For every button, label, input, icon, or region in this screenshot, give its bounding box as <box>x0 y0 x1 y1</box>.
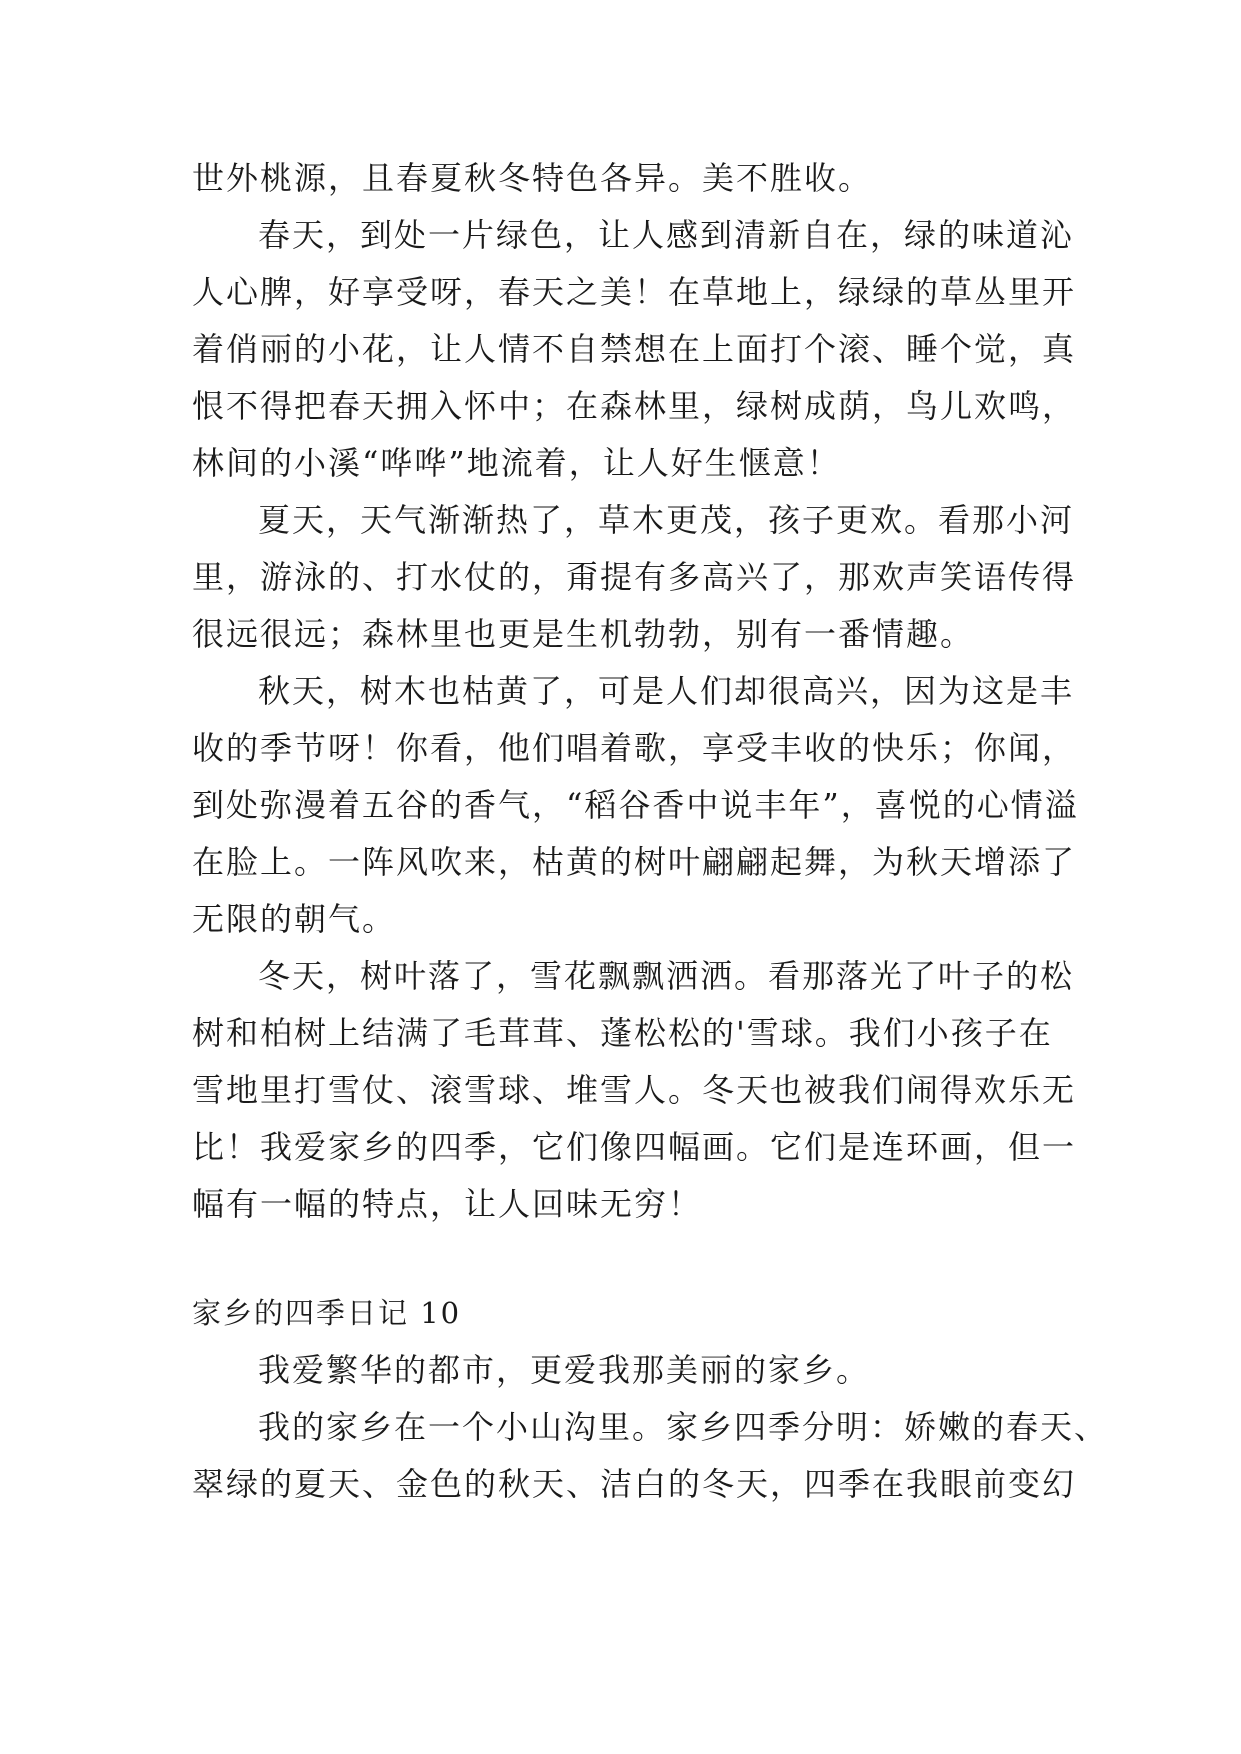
paragraph-line: 在脸上。一阵风吹来，枯黄的树叶翩翩起舞，为秋天增添了 <box>192 843 1077 881</box>
paragraph-line: 世外桃源，且春夏秋冬特色各异。美不胜收。 <box>192 159 873 197</box>
paragraph-summer <box>192 492 1077 663</box>
section-paragraph-intro <box>192 1342 1062 1399</box>
paragraph-line: 树和柏树上结满了毛茸茸、蓬松松的'雪球。我们小孩子在 <box>192 1014 1053 1052</box>
paragraph-line: 我爱繁华的都市，更爱我那美丽的家乡。 <box>258 1351 871 1389</box>
continuation-paragraph <box>192 150 1062 207</box>
paragraph-autumn <box>192 663 1079 948</box>
paragraph-line: 雪地里打雪仗、滚雪球、堆雪人。冬天也被我们闹得欢乐无 <box>192 1071 1077 1109</box>
paragraph-line: 比！我爱家乡的四季，它们像四幅画。它们是连环画，但一 <box>192 1128 1077 1166</box>
document-page <box>192 150 1109 1513</box>
section-title: 家乡的四季日记 10 <box>192 1296 462 1330</box>
paragraph-line: 着俏丽的小花，让人情不自禁想在上面打个滚、睡个觉，真 <box>192 330 1077 368</box>
paragraph-line: 恨不得把春天拥入怀中；在森林里，绿树成荫，鸟儿欢鸣， <box>192 387 1077 425</box>
paragraph-spring <box>192 207 1077 492</box>
paragraph-line: 夏天，天气渐渐热了，草木更茂，孩子更欢。看那小河 <box>258 501 1075 539</box>
section-paragraph-hometown <box>192 1399 1109 1513</box>
paragraph-line: 收的季节呀！你看，他们唱着歌，享受丰收的快乐；你闻， <box>192 729 1077 767</box>
paragraph-winter <box>192 948 1077 1233</box>
paragraph-line: 人心脾，好享受呀，春天之美！在草地上，绿绿的草丛里开 <box>192 273 1077 311</box>
paragraph-line: 无限的朝气。 <box>192 900 397 938</box>
paragraph-line: 到处弥漫着五谷的香气，“稻谷香中说丰年”，喜悦的心情溢 <box>192 786 1079 824</box>
paragraph-line: 我的家乡在一个小山沟里。家乡四季分明：娇嫩的春天、 <box>258 1408 1109 1446</box>
paragraph-line: 里，游泳的、打水仗的，甭提有多高兴了，那欢声笑语传得 <box>192 558 1077 596</box>
paragraph-line: 很远很远；森林里也更是生机勃勃，别有一番情趣。 <box>192 615 975 653</box>
paragraph-line: 冬天，树叶落了，雪花飘飘洒洒。看那落光了叶子的松 <box>258 957 1075 995</box>
paragraph-line: 林间的小溪“哗哗”地流着，让人好生惬意！ <box>192 444 841 482</box>
paragraph-line: 秋天，树木也枯黄了，可是人们却很高兴，因为这是丰 <box>258 672 1075 710</box>
paragraph-line: 春天，到处一片绿色，让人感到清新自在，绿的味道沁 <box>258 216 1075 254</box>
paragraph-line: 翠绿的夏天、金色的秋天、洁白的冬天，四季在我眼前变幻 <box>192 1465 1077 1503</box>
paragraph-line: 幅有一幅的特点，让人回味无穷！ <box>192 1185 703 1223</box>
